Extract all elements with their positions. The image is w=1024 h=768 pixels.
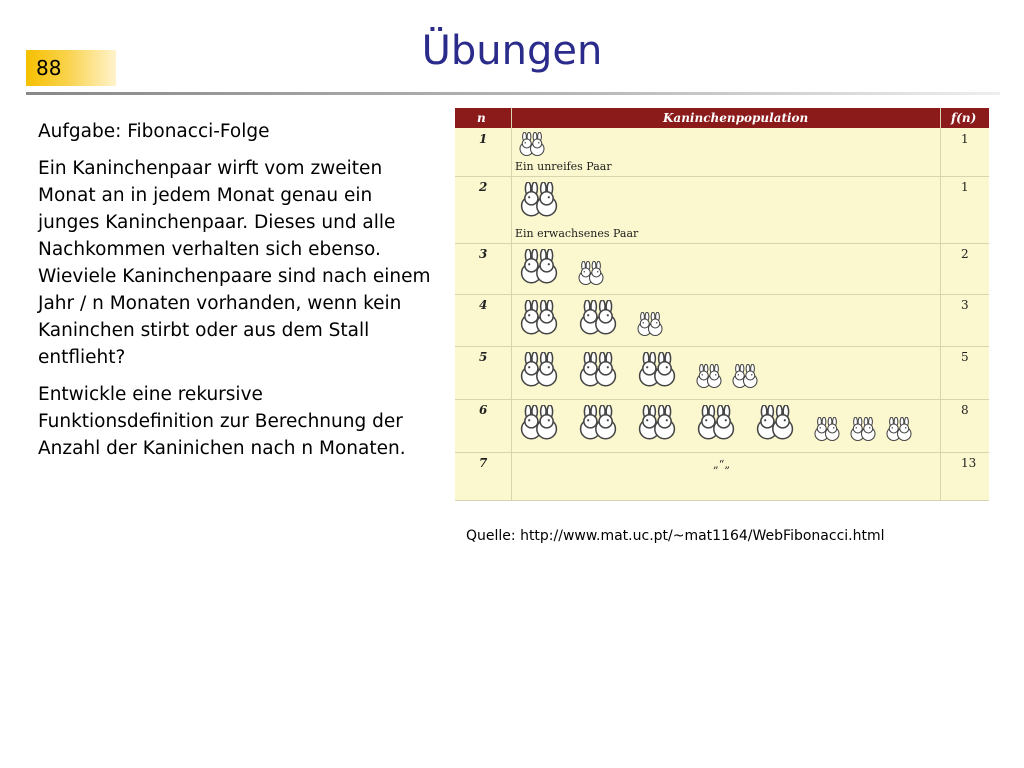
table-row — [455, 452, 989, 501]
adult-rabbit-pair-icon — [635, 405, 679, 446]
cell-fn: 1 — [961, 180, 969, 194]
title-divider — [26, 92, 1000, 95]
young-rabbit-pair-icon — [517, 132, 547, 162]
task-heading: Aufgabe: Fibonacci-Folge — [38, 121, 270, 142]
table-header — [455, 108, 989, 128]
cell-fn: 8 — [961, 403, 969, 417]
cell-fn: 5 — [961, 350, 969, 364]
adult-rabbit-pair-icon — [576, 300, 620, 341]
cell-fn: 1 — [961, 132, 969, 146]
cell-n: 1 — [479, 132, 488, 146]
table-row — [455, 294, 989, 347]
young-rabbit-pair-icon — [812, 417, 842, 447]
row-caption: Ein erwachsenes Paar — [515, 227, 639, 240]
table-row — [455, 128, 989, 177]
table-row — [455, 346, 989, 400]
adult-rabbit-pair-icon — [517, 300, 561, 341]
cell-n: 6 — [479, 403, 488, 417]
young-rabbit-pair-icon — [848, 417, 878, 447]
adult-rabbit-pair-icon — [517, 182, 561, 223]
header-n: n — [477, 111, 486, 125]
table-row — [455, 399, 989, 453]
adult-rabbit-pair-icon — [753, 405, 797, 446]
slide-number: 88 — [26, 50, 116, 86]
table-row — [455, 176, 989, 244]
task-text — [38, 118, 433, 472]
header-fn: f(n) — [951, 111, 977, 125]
adult-rabbit-pair-icon — [517, 352, 561, 393]
cell-n: 7 — [479, 456, 488, 470]
cell-fn: 3 — [961, 298, 969, 312]
column-divider — [511, 108, 512, 500]
cell-fn: 2 — [961, 247, 969, 261]
young-rabbit-pair-icon — [884, 417, 914, 447]
adult-rabbit-pair-icon — [517, 249, 561, 290]
row-caption: Ein unreifes Paar — [515, 160, 612, 173]
cell-n: 5 — [479, 350, 488, 364]
task-paragraph-1: Ein Kaninchenpaar wirft vom zweiten Monat an in jedem Monat genau ein junges Kaninchenpaar. Dieses und alle Nachkommen verhalten sich ebenso. Wieviele Kaninchenpaare sind nach einem Jahr / n Monaten vorhanden, wenn kein Kaninchen stirbt oder aus dem Stall entflieht? — [38, 158, 431, 368]
task-paragraph-2: Entwickle eine rekursive Funktionsdefinition zur Berechnung der Anzahl der Kaninichen nach n Monaten. — [38, 384, 406, 459]
young-rabbit-pair-icon — [694, 364, 724, 394]
cell-n: 4 — [479, 298, 488, 312]
adult-rabbit-pair-icon — [635, 352, 679, 393]
cell-fn: 13 — [961, 456, 977, 470]
young-rabbit-pair-icon — [576, 261, 606, 291]
cell-n: 2 — [479, 180, 488, 194]
source-citation: Quelle: http://www.mat.uc.pt/~mat1164/WebFibonacci.html — [466, 528, 885, 544]
young-rabbit-pair-icon — [635, 312, 665, 342]
adult-rabbit-pair-icon — [576, 405, 620, 446]
adult-rabbit-pair-icon — [517, 405, 561, 446]
cell-n: 3 — [479, 247, 488, 261]
slide-title: Übungen — [421, 28, 603, 74]
rabbit-population-table — [455, 108, 989, 500]
adult-rabbit-pair-icon — [694, 405, 738, 446]
column-divider — [940, 108, 941, 500]
row-caption: „“„ — [713, 458, 731, 471]
adult-rabbit-pair-icon — [576, 352, 620, 393]
table-row — [455, 243, 989, 295]
header-population: Kaninchenpopulation — [663, 111, 809, 125]
young-rabbit-pair-icon — [730, 364, 760, 394]
